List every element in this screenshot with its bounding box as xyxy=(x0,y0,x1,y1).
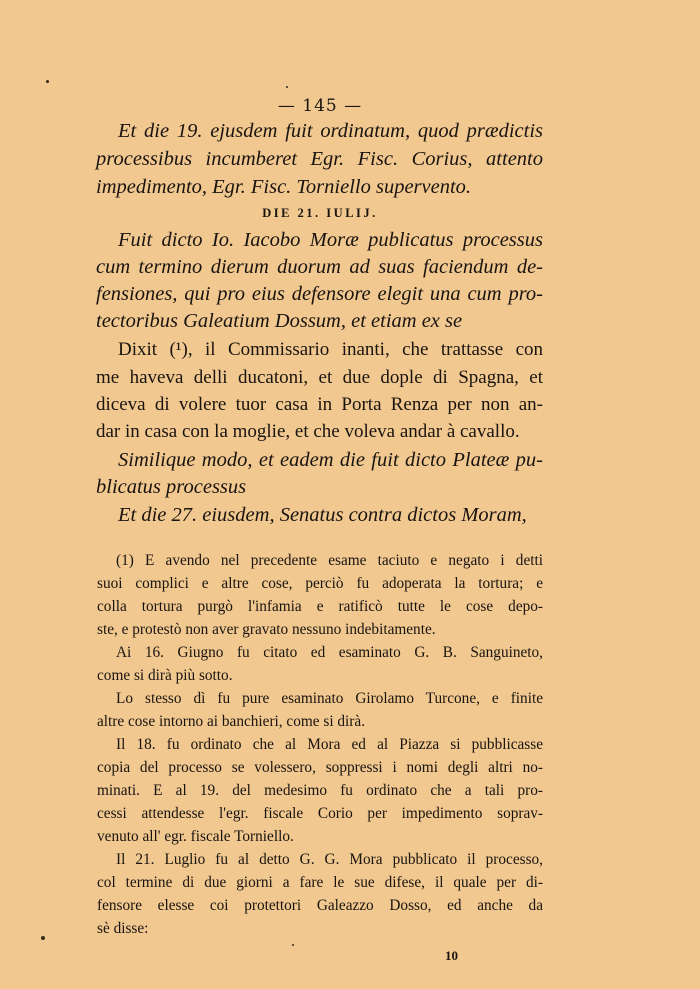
latin-line: impedimento, Egr. Fisc. Torniello supervento. xyxy=(96,176,472,198)
italian-quote-line: dar in casa con la moglie, et che voleva andar à cavallo. xyxy=(96,421,520,442)
latin-line: blicatus processus xyxy=(96,476,247,498)
italian-quote-line: Dixit (¹), il Commissario inanti, che trattasse con xyxy=(118,339,543,360)
footnote-line: copia del processo se volessero, soppressi i nomi degli altri no- xyxy=(97,759,543,776)
latin-line: fensiones, qui pro eius defensore elegit una cum pro- xyxy=(96,283,543,305)
footnote-line: sè disse: xyxy=(97,920,149,937)
latin-line: Fuit dicto Io. Iacobo Moræ publicatus processus xyxy=(118,229,543,251)
footnote-line: (1) E avendo nel precedente esame taciuto e negato i detti xyxy=(116,552,543,569)
paper-speck xyxy=(286,86,288,88)
page-number: — 145 — xyxy=(277,96,363,116)
footnote-line: Lo stesso dì fu pure esaminato Girolamo Turcone, e finite xyxy=(116,690,543,707)
italian-quote-line: diceva di volere tuor casa in Porta Renza per non an- xyxy=(96,394,543,415)
footnote-line: cessi attendesse l'egr. fiscale Corio per impedimento soprav- xyxy=(97,805,543,822)
footnote-line: Ai 16. Giugno fu citato ed esaminato G. B. Sanguineto, xyxy=(116,644,543,661)
latin-line: processibus incumberet Egr. Fisc. Corius, attento xyxy=(96,148,543,170)
footnote-line: colla tortura purgò l'infamia e ratificò tutte le cose depo- xyxy=(97,598,543,615)
footnote-line: altre cose intorno ai banchieri, come si dirà. xyxy=(97,713,366,730)
latin-line: Et die 27. eiusdem, Senatus contra dictos Moram, xyxy=(118,504,527,526)
footnote-line: ste, e protestò non aver gravato nessuno indebitamente. xyxy=(97,621,436,638)
footnote-line: Il 18. fu ordinato che al Mora ed al Piazza si pubblicasse xyxy=(116,736,543,753)
paper-speck xyxy=(292,944,294,946)
footnote-line: fensore elesse coi protettori Galeazzo Dosso, ed anche da xyxy=(97,897,543,914)
paper-speck xyxy=(46,80,49,83)
paper-speck xyxy=(41,936,45,940)
date-heading: DIE 21. IULIJ. xyxy=(262,206,378,220)
italian-quote-line: me haveva delli ducatoni, et due dople di Spagna, et xyxy=(96,367,543,388)
footnote-line: Il 21. Luglio fu al detto G. G. Mora pubblicato il processo, xyxy=(116,851,543,868)
footnote-line: venuto all' egr. fiscale Torniello. xyxy=(97,828,294,845)
latin-line: tectoribus Galeatium Dossum, et etiam ex se xyxy=(96,310,463,332)
latin-line: Et die 19. ejusdem fuit ordinatum, quod prædictis xyxy=(118,120,543,142)
footnote-line: col termine di due giorni a fare le sue difese, il quale per di- xyxy=(97,874,543,891)
footnote-line: minati. E al 19. del medesimo fu ordinato che a tali pro- xyxy=(97,782,543,799)
latin-line: Similique modo, et eadem die fuit dicto Plateæ pu- xyxy=(118,449,543,471)
signature-mark: 10 xyxy=(445,948,458,963)
latin-line: cum termino dierum duorum ad suas faciendum de- xyxy=(96,256,543,278)
footnote-line: suoi complici e altre cose, perciò fu adoperata la tortura; e xyxy=(97,575,543,592)
footnote-line: come si dirà più sotto. xyxy=(97,667,233,684)
